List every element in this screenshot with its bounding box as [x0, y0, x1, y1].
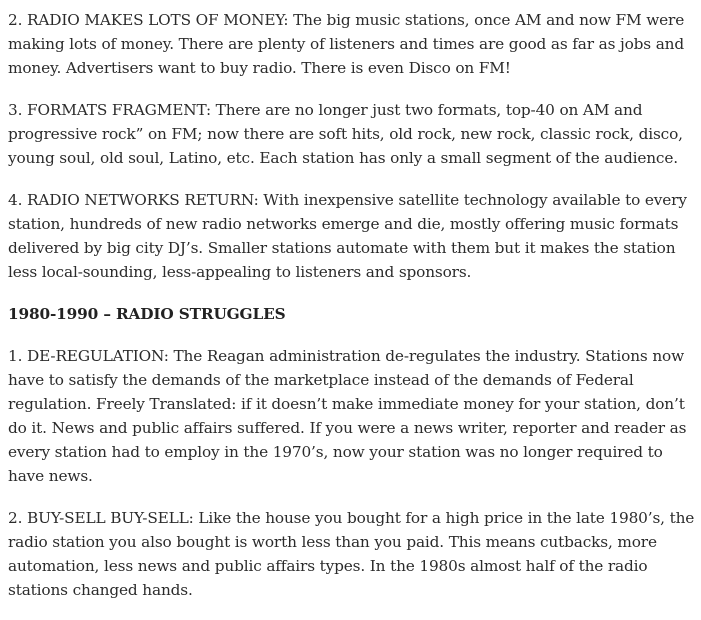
paragraph-radio-makes-money: 2. RADIO MAKES LOTS OF MONEY: The big music stations, once AM and now FM were making lots of money. There are plenty of listeners and times are good as far as jobs and money. Advertisers want to buy radio. There is even Disco on FM! [8, 11, 685, 77]
article-body [8, 8, 698, 620]
paragraph-buy-sell: 2. BUY-SELL BUY-SELL: Like the house you bought for a high price in the late 1980’s, the radio station you also bought is worth less than you paid. This means cutbacks, more automation, less news and public affairs types. In the 1980s almost half of the radio stations changed hands. [8, 509, 695, 599]
paragraph-de-regulation: 1. DE-REGULATION: The Reagan administration de-regulates the industry. Stations now have to satisfy the demands of the marketplace instead of the demands of Federal regulation. Freely Translated: if it doesn’t make immediate money for your station, don’t do it. News and public affairs suffered. If you were a news writer, reporter and reader as every station had to employ in the 1970’s, now your station was no longer required to have news. [8, 347, 687, 485]
paragraph-radio-networks-return: 4. RADIO NETWORKS RETURN: With inexpensive satellite technology available to every station, hundreds of new radio networks emerge and die, mostly offering music formats delivered by big city DJ’s. Smaller stations automate with them but it makes the station less local-sounding, less-appealing to listeners and sponsors. [8, 191, 687, 281]
paragraph-formats-fragment: 3. FORMATS FRAGMENT: There are no longer just two formats, top-40 on AM and progressive rock” on FM; now there are soft hits, old rock, new rock, classic rock, disco, young soul, old soul, Latino, etc. Each station has only a small segment of the audience. [8, 101, 683, 167]
section-heading: 1980-1990 – RADIO STRUGGLES [8, 305, 286, 323]
